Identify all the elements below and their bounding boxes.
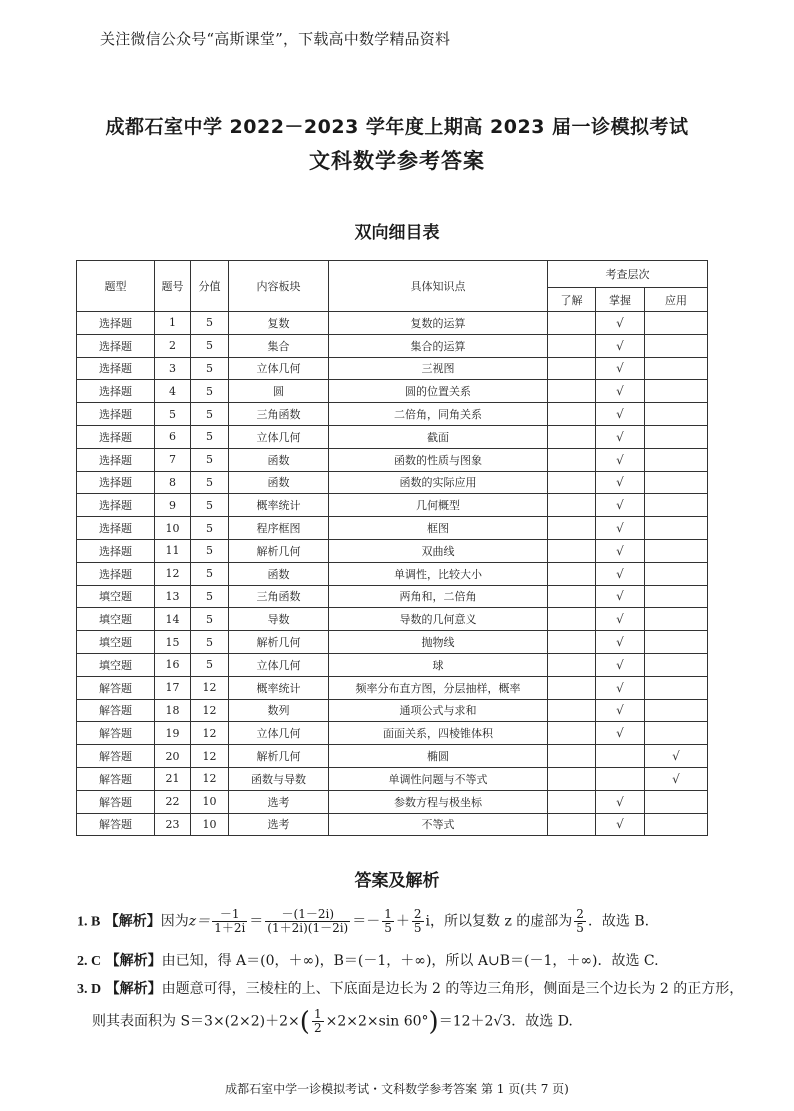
cell-number: 1 <box>155 312 191 335</box>
cell-level-apply <box>645 517 708 540</box>
cell-score: 12 <box>191 722 229 745</box>
answer-1 <box>77 908 649 935</box>
cell-level-master <box>596 585 645 608</box>
cell-knowledge: 通项公式与求和 <box>329 699 548 722</box>
cell-knowledge: 截面 <box>329 425 548 448</box>
check-icon: √ <box>616 452 624 467</box>
table-row <box>77 699 708 722</box>
cell-level-understand <box>548 312 596 335</box>
cell-level-master <box>596 722 645 745</box>
table-row <box>77 745 708 768</box>
cell-knowledge: 二倍角，同角关系 <box>329 403 548 426</box>
header-note: 关注微信公众号“高斯课堂”，下载高中数学精品资料 <box>100 30 451 48</box>
paren-close: ) <box>428 1006 439 1037</box>
answer-tag: 【解析】 <box>104 913 161 930</box>
cell-level-apply <box>645 813 708 836</box>
cell-score: 5 <box>191 539 229 562</box>
check-icon: √ <box>616 726 624 741</box>
cell-knowledge: 参数方程与极坐标 <box>329 790 548 813</box>
header-level-understand: 了解 <box>548 288 596 312</box>
cell-knowledge: 函数的实际应用 <box>329 471 548 494</box>
cell-level-apply <box>645 745 708 768</box>
cell-level-apply <box>645 767 708 790</box>
cell-knowledge: 频率分布直方图，分层抽样，概率 <box>329 676 548 699</box>
cell-level-master <box>596 312 645 335</box>
cell-level-master <box>596 357 645 380</box>
cell-number: 17 <box>155 676 191 699</box>
cell-score: 12 <box>191 745 229 768</box>
table-row <box>77 425 708 448</box>
cell-level-understand <box>548 722 596 745</box>
cell-module: 解析几何 <box>229 539 329 562</box>
header-level: 考查层次 <box>548 261 708 288</box>
cell-level-master <box>596 745 645 768</box>
cell-number: 6 <box>155 425 191 448</box>
cell-number: 21 <box>155 767 191 790</box>
cell-knowledge: 几何概型 <box>329 494 548 517</box>
check-icon: √ <box>616 361 624 376</box>
cell-level-apply <box>645 699 708 722</box>
cell-level-understand <box>548 357 596 380</box>
cell-module: 解析几何 <box>229 745 329 768</box>
cell-knowledge: 单调性问题与不等式 <box>329 767 548 790</box>
cell-level-understand <box>548 699 596 722</box>
fraction: $\frac{-(1-2i)}{(1+2i)(1-2i)}$ <box>267 907 349 936</box>
cell-score: 5 <box>191 585 229 608</box>
cell-number: 16 <box>155 653 191 676</box>
cell-level-understand <box>548 676 596 699</box>
cell-number: 8 <box>155 471 191 494</box>
cell-knowledge: 三视图 <box>329 357 548 380</box>
cell-level-apply <box>645 471 708 494</box>
answer-number: 2. C <box>77 954 102 969</box>
cell-level-master <box>596 425 645 448</box>
cell-type: 解答题 <box>77 767 155 790</box>
cell-score: 5 <box>191 471 229 494</box>
cell-module: 集合 <box>229 334 329 357</box>
table-row <box>77 608 708 631</box>
cell-module: 函数 <box>229 562 329 585</box>
document-title: 文科数学参考答案 <box>309 149 485 173</box>
table-row <box>77 790 708 813</box>
cell-module: 选考 <box>229 813 329 836</box>
cell-type: 解答题 <box>77 745 155 768</box>
answer-text: 因为 <box>160 913 189 930</box>
check-icon: √ <box>616 817 624 832</box>
check-icon: √ <box>616 703 624 718</box>
cell-level-master <box>596 539 645 562</box>
cell-level-understand <box>548 790 596 813</box>
table-row <box>77 653 708 676</box>
cell-knowledge: 椭圆 <box>329 745 548 768</box>
table-row <box>77 562 708 585</box>
cell-level-understand <box>548 562 596 585</box>
cell-knowledge: 抛物线 <box>329 631 548 654</box>
cell-score: 12 <box>191 699 229 722</box>
check-icon: √ <box>616 657 624 672</box>
answer-text: ×2×2×sin 60° <box>325 1013 429 1030</box>
cell-level-master <box>596 380 645 403</box>
cell-score: 5 <box>191 517 229 540</box>
cell-score: 12 <box>191 676 229 699</box>
cell-score: 12 <box>191 767 229 790</box>
cell-module: 圆 <box>229 380 329 403</box>
cell-level-understand <box>548 767 596 790</box>
cell-type: 填空题 <box>77 653 155 676</box>
header-type: 题型 <box>77 261 155 312</box>
check-icon: √ <box>616 407 624 422</box>
cell-type: 选择题 <box>77 539 155 562</box>
check-icon: √ <box>616 566 624 581</box>
cell-score: 10 <box>191 790 229 813</box>
table-row <box>77 517 708 540</box>
cell-type: 选择题 <box>77 403 155 426</box>
cell-module: 函数 <box>229 471 329 494</box>
cell-number: 13 <box>155 585 191 608</box>
check-icon: √ <box>616 521 624 536</box>
table-row <box>77 403 708 426</box>
cell-module: 三角函数 <box>229 403 329 426</box>
answer-3 <box>77 978 743 998</box>
cell-score: 5 <box>191 312 229 335</box>
header-level-apply: 应用 <box>645 288 708 312</box>
check-icon: √ <box>616 589 624 604</box>
cell-type: 填空题 <box>77 585 155 608</box>
answer-text: 由题意可得，三棱柱的上、下底面是边长为 2 的等边三角形，侧面是三个边长为 2 的正方形， <box>161 981 744 997</box>
cell-number: 15 <box>155 631 191 654</box>
cell-level-apply <box>645 631 708 654</box>
answer-number: 1. B <box>77 914 101 930</box>
cell-module: 立体几何 <box>229 425 329 448</box>
table-row <box>77 767 708 790</box>
answer-text: 则其表面积为 S＝3×(2×2)＋2× <box>92 1013 300 1030</box>
cell-level-apply <box>645 403 708 426</box>
cell-level-understand <box>548 448 596 471</box>
table-row <box>77 539 708 562</box>
cell-level-understand <box>548 745 596 768</box>
cell-level-master <box>596 608 645 631</box>
cell-level-master <box>596 767 645 790</box>
cell-number: 11 <box>155 539 191 562</box>
cell-level-master <box>596 403 645 426</box>
check-icon: √ <box>616 338 624 353</box>
cell-type: 选择题 <box>77 448 155 471</box>
math-operator: ＝－ <box>352 913 381 930</box>
cell-type: 填空题 <box>77 608 155 631</box>
cell-level-understand <box>548 334 596 357</box>
header-score: 分值 <box>191 261 229 312</box>
cell-number: 9 <box>155 494 191 517</box>
answer-number: 3. D <box>77 982 102 997</box>
answer-text: 由已知，得 A＝(0，＋∞)，B＝(－1，＋∞)，所以 A∪B＝(－1，＋∞)．故选 C. <box>161 953 659 969</box>
cell-level-understand <box>548 631 596 654</box>
cell-level-understand <box>548 585 596 608</box>
cell-module: 三角函数 <box>229 585 329 608</box>
check-icon: √ <box>616 680 624 695</box>
cell-level-understand <box>548 539 596 562</box>
cell-number: 14 <box>155 608 191 631</box>
table-row <box>77 722 708 745</box>
cell-number: 5 <box>155 403 191 426</box>
fraction: $\frac{2}{5}$ <box>413 907 422 936</box>
check-icon: √ <box>672 749 680 764</box>
answer-3-line2 <box>92 1008 573 1035</box>
header-number: 题号 <box>155 261 191 312</box>
cell-number: 4 <box>155 380 191 403</box>
cell-type: 选择题 <box>77 517 155 540</box>
cell-level-understand <box>548 471 596 494</box>
table-row <box>77 471 708 494</box>
cell-level-apply <box>645 585 708 608</box>
cell-type: 选择题 <box>77 562 155 585</box>
paren-open: ( <box>299 1006 310 1037</box>
answers-title: 答案及解析 <box>354 871 440 891</box>
cell-knowledge: 双曲线 <box>329 539 548 562</box>
check-icon: √ <box>616 635 624 650</box>
cell-number: 19 <box>155 722 191 745</box>
cell-score: 5 <box>191 357 229 380</box>
table-row <box>77 494 708 517</box>
cell-type: 选择题 <box>77 494 155 517</box>
table-row <box>77 380 708 403</box>
cell-score: 10 <box>191 813 229 836</box>
cell-level-understand <box>548 403 596 426</box>
cell-level-master <box>596 334 645 357</box>
header-knowledge: 具体知识点 <box>329 261 548 312</box>
answer-text: i，所以复数 z 的虚部为 <box>425 913 573 930</box>
cell-knowledge: 集合的运算 <box>329 334 548 357</box>
answer-text: ．故选 B. <box>587 913 650 930</box>
cell-level-apply <box>645 380 708 403</box>
answer-tag: 【解析】 <box>105 981 162 997</box>
check-icon: √ <box>616 475 624 490</box>
cell-number: 18 <box>155 699 191 722</box>
cell-level-apply <box>645 722 708 745</box>
check-icon: √ <box>616 429 624 444</box>
cell-level-understand <box>548 494 596 517</box>
table-body <box>77 312 708 836</box>
cell-level-apply <box>645 562 708 585</box>
cell-type: 选择题 <box>77 334 155 357</box>
cell-number: 2 <box>155 334 191 357</box>
cell-level-understand <box>548 608 596 631</box>
math-operator: ＝ <box>249 913 264 930</box>
answer-2 <box>77 950 659 970</box>
fraction: $\frac{1}{2}$ <box>313 1007 322 1036</box>
cell-score: 5 <box>191 425 229 448</box>
math-operator: ＋ <box>395 913 410 930</box>
cell-score: 5 <box>191 448 229 471</box>
cell-type: 解答题 <box>77 790 155 813</box>
cell-level-understand <box>548 653 596 676</box>
cell-module: 概率统计 <box>229 676 329 699</box>
cell-level-master <box>596 631 645 654</box>
cell-knowledge: 框图 <box>329 517 548 540</box>
cell-level-master <box>596 813 645 836</box>
cell-module: 立体几何 <box>229 357 329 380</box>
cell-level-understand <box>548 425 596 448</box>
cell-number: 3 <box>155 357 191 380</box>
cell-module: 选考 <box>229 790 329 813</box>
cell-level-apply <box>645 357 708 380</box>
cell-type: 选择题 <box>77 380 155 403</box>
header-module: 内容板块 <box>229 261 329 312</box>
check-icon: √ <box>616 794 624 809</box>
cell-level-apply <box>645 653 708 676</box>
cell-knowledge: 两角和，二倍角 <box>329 585 548 608</box>
cell-level-apply <box>645 539 708 562</box>
cell-knowledge: 圆的位置关系 <box>329 380 548 403</box>
cell-number: 22 <box>155 790 191 813</box>
cell-level-master <box>596 562 645 585</box>
cell-type: 选择题 <box>77 357 155 380</box>
table-row <box>77 813 708 836</box>
cell-level-understand <box>548 813 596 836</box>
cell-level-apply <box>645 494 708 517</box>
cell-score: 5 <box>191 334 229 357</box>
cell-level-master <box>596 653 645 676</box>
header-level-master: 掌握 <box>596 288 645 312</box>
table-row <box>77 312 708 335</box>
cell-number: 23 <box>155 813 191 836</box>
math-expression: z＝ <box>188 913 211 930</box>
cell-module: 函数与导数 <box>229 767 329 790</box>
cell-type: 选择题 <box>77 425 155 448</box>
cell-level-master <box>596 676 645 699</box>
cell-knowledge: 函数的性质与图象 <box>329 448 548 471</box>
table-row <box>77 448 708 471</box>
check-icon: √ <box>616 543 624 558</box>
cell-module: 概率统计 <box>229 494 329 517</box>
cell-level-apply <box>645 608 708 631</box>
cell-number: 20 <box>155 745 191 768</box>
cell-module: 立体几何 <box>229 722 329 745</box>
cell-number: 12 <box>155 562 191 585</box>
cell-score: 5 <box>191 380 229 403</box>
check-icon: √ <box>616 498 624 513</box>
exam-title: 成都石室中学 2022－2023 学年度上期高 2023 届一诊模拟考试 <box>105 116 689 138</box>
cell-level-master <box>596 448 645 471</box>
cell-type: 解答题 <box>77 676 155 699</box>
cell-module: 解析几何 <box>229 631 329 654</box>
table-row <box>77 357 708 380</box>
cell-module: 数列 <box>229 699 329 722</box>
cell-score: 5 <box>191 562 229 585</box>
cell-type: 解答题 <box>77 813 155 836</box>
cell-knowledge: 复数的运算 <box>329 312 548 335</box>
cell-level-apply <box>645 312 708 335</box>
cell-level-master <box>596 494 645 517</box>
page-footer: 成都石室中学一诊模拟考试・文科数学参考答案 第 1 页(共 7 页) <box>225 1082 569 1096</box>
cell-level-understand <box>548 517 596 540</box>
table-title: 双向细目表 <box>354 223 440 243</box>
cell-knowledge: 面面关系，四棱锥体积 <box>329 722 548 745</box>
cell-module: 函数 <box>229 448 329 471</box>
answer-tag: 【解析】 <box>105 953 162 969</box>
cell-level-master <box>596 699 645 722</box>
cell-level-apply <box>645 425 708 448</box>
cell-level-apply <box>645 334 708 357</box>
fraction: $\frac{-1}{1+2i}$ <box>214 907 246 936</box>
answer-text: ＝12＋2√3．故选 D. <box>438 1013 573 1030</box>
check-icon: √ <box>616 315 624 330</box>
table-row <box>77 676 708 699</box>
cell-level-apply <box>645 676 708 699</box>
cell-number: 7 <box>155 448 191 471</box>
cell-score: 5 <box>191 494 229 517</box>
cell-level-understand <box>548 380 596 403</box>
specification-table <box>76 260 708 836</box>
cell-level-apply <box>645 790 708 813</box>
cell-level-master <box>596 471 645 494</box>
cell-type: 解答题 <box>77 722 155 745</box>
cell-module: 立体几何 <box>229 653 329 676</box>
table-row <box>77 585 708 608</box>
cell-score: 5 <box>191 608 229 631</box>
cell-type: 解答题 <box>77 699 155 722</box>
cell-type: 填空题 <box>77 631 155 654</box>
cell-level-apply <box>645 448 708 471</box>
cell-type: 选择题 <box>77 312 155 335</box>
check-icon: √ <box>672 771 680 786</box>
check-icon: √ <box>616 384 624 399</box>
table-row <box>77 334 708 357</box>
cell-number: 10 <box>155 517 191 540</box>
cell-score: 5 <box>191 403 229 426</box>
cell-knowledge: 导数的几何意义 <box>329 608 548 631</box>
table-row <box>77 631 708 654</box>
cell-score: 5 <box>191 653 229 676</box>
check-icon: √ <box>616 612 624 627</box>
cell-module: 程序框图 <box>229 517 329 540</box>
cell-module: 复数 <box>229 312 329 335</box>
cell-knowledge: 球 <box>329 653 548 676</box>
cell-score: 5 <box>191 631 229 654</box>
cell-type: 选择题 <box>77 471 155 494</box>
cell-module: 导数 <box>229 608 329 631</box>
fraction: $\frac{2}{5}$ <box>576 907 584 936</box>
fraction: $\frac{1}{5}$ <box>384 907 392 936</box>
cell-level-master <box>596 517 645 540</box>
cell-knowledge: 单调性，比较大小 <box>329 562 548 585</box>
cell-level-master <box>596 790 645 813</box>
cell-knowledge: 不等式 <box>329 813 548 836</box>
